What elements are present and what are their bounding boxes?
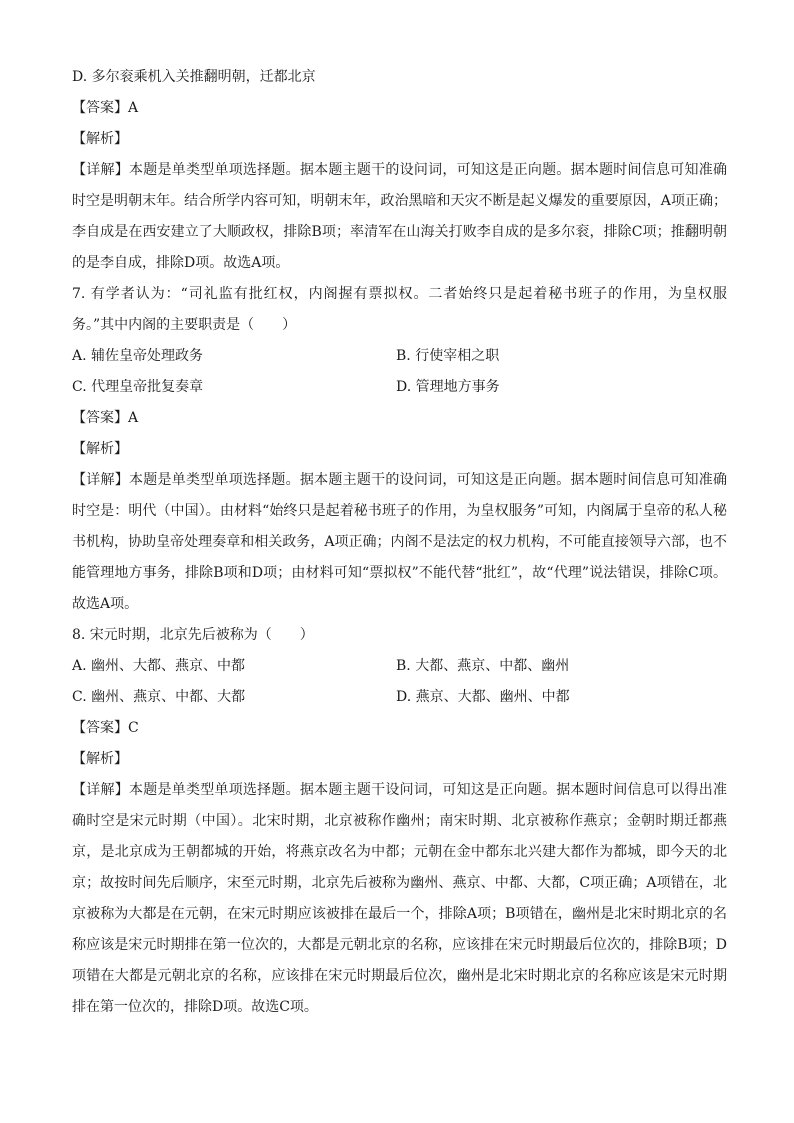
q8-option-d: D. 燕京、大都、幽州、中都 bbox=[396, 689, 570, 705]
q7-analysis-label: 【解析】 bbox=[72, 441, 128, 457]
q8-analysis-label: 【解析】 bbox=[72, 751, 128, 767]
q8-option-b: B. 大都、燕京、中都、幽州 bbox=[396, 658, 570, 674]
q7-options-row-1 bbox=[72, 341, 727, 372]
q7-option-b: B. 行使宰相之职 bbox=[396, 348, 500, 364]
q6-answer: 【答案】A bbox=[72, 100, 139, 116]
q8-stem: 8. 宋元时期，北京先后被称为（ ） bbox=[72, 627, 314, 643]
q7-option-a: A. 辅佐皇帝处理政务 bbox=[72, 348, 204, 364]
q8-option-c: C. 幽州、燕京、中都、大都 bbox=[72, 689, 246, 705]
q6-option-d: D. 多尔衮乘机入关推翻明朝，迁都北京 bbox=[72, 69, 316, 85]
q7-stem: 7. 有学者认为：“司礼监有批红权，内阁握有票拟权。二者始终只是起着秘书班子的作用，为皇权服务。”其中内阁的主要职责是（ ） bbox=[72, 286, 727, 333]
q8-detail: 【详解】本题是单类型单项选择题。据本题主题干设问词，可知这是正向题。据本题时间信息可以得出准确时空是宋元时期（中国）。北宋时期，北京被称作幽州；南宋时期、北京被称作燕京；金朝时期迁都燕京，是北京成为王朝都城的开始，将燕京改名为中都；元朝在金中都东北兴建大都作为都城，即今天的北京；故按时间先后顺序，宋至元时期，北京先后被称为幽州、燕京、中都、大都，C项正确；A项错在，北京被称为大都是在元朝，在宋元时期应该被排在最后一个，排除A项；B项错在，幽州是北宋时期北京的名称应该是宋元时期排在第一位次的，大都是元朝北京的名称，应该排在宋元时期最后位次的，排除B项；D项错在大都是元朝北京的名称，应该排在宋元时期最后位次，幽州是北宋时期北京的名称应该是宋元时期排在第一位次的，排除D项。故选C项。 bbox=[72, 782, 727, 1015]
q8-answer: 【答案】C bbox=[72, 720, 139, 736]
q8-options-row-2 bbox=[72, 682, 727, 713]
q7-detail: 【详解】本题是单类型单项选择题。据本题主题干的设问词，可知这是正向题。据本题时间信息可知准确时空是：明代（中国）。由材料“始终只是起着秘书班子的作用，为皇权服务”可知，内阁属于皇帝的私人秘书机构，协助皇帝处理奏章和相关政务，A项正确；内阁不是法定的权力机构，不可能直接领导六部，也不能管理地方事务，排除B项和D项；由材料可知“票拟权”不能代替“批红”，故“代理”说法错误，排除C项。故选A项。 bbox=[72, 472, 727, 612]
q8-option-a: A. 幽州、大都、燕京、中都 bbox=[72, 658, 246, 674]
page-content bbox=[72, 62, 727, 1023]
q7-option-d: D. 管理地方事务 bbox=[396, 379, 500, 395]
q7-options-row-2 bbox=[72, 372, 727, 403]
q6-analysis-label: 【解析】 bbox=[72, 131, 128, 147]
q6-detail: 【详解】本题是单类型单项选择题。据本题主题干的设问词，可知这是正向题。据本题时间信息可知准确时空是明朝末年。结合所学内容可知，明朝末年，政治黑暗和天灾不断是起义爆发的重要原因，A项正确；李自成是在西安建立了大顺政权，排除B项；率清军在山海关打败李自成的是多尔衮，排除C项；推翻明朝的是李自成，排除D项。故选A项。 bbox=[72, 162, 727, 271]
q7-option-c: C. 代理皇帝批复奏章 bbox=[72, 379, 204, 395]
q8-options-row-1 bbox=[72, 651, 727, 682]
q7-answer: 【答案】A bbox=[72, 410, 139, 426]
